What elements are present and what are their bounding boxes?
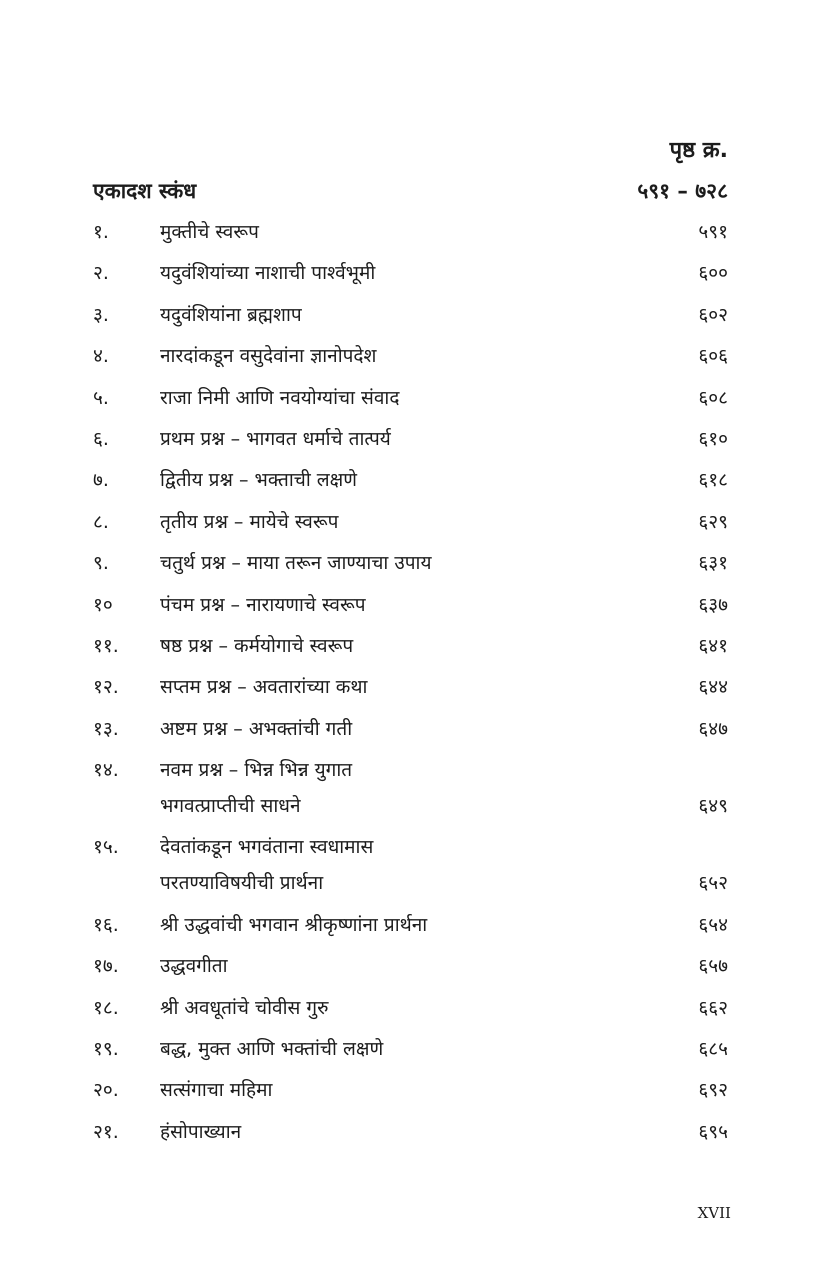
toc-entry-page-number: ६६२ [698, 996, 728, 1019]
toc-entry-page-number: ६२९ [698, 510, 728, 533]
toc-entry-title [160, 504, 638, 540]
toc-entry-number: १५. [93, 836, 119, 859]
toc-entry-number: ३. [93, 303, 109, 326]
toc-entry-title-line: यदुवंशियांच्या नाशाची पार्श्वभूमी [160, 262, 376, 285]
toc-entry[interactable] [93, 752, 728, 824]
section-title: एकादश स्कंध [93, 179, 197, 203]
toc-entry-title-line: प्रथम प्रश्न – भागवत धर्माचे तात्पर्य [160, 427, 391, 450]
toc-entry-title [160, 1031, 638, 1067]
toc-entry-title [160, 948, 638, 984]
toc-entry-title-line: षष्ठ प्रश्न – कर्मयोगाचे स्वरूप [160, 634, 354, 657]
toc-entry[interactable] [93, 1114, 728, 1150]
toc-entry-title-line: सप्तम प्रश्न – अवतारांच्या कथा [160, 676, 368, 699]
toc-entry[interactable] [93, 255, 728, 291]
toc-entry[interactable] [93, 297, 728, 333]
table-of-contents [93, 214, 728, 1155]
toc-entry[interactable] [93, 711, 728, 747]
toc-entry-page-number: ६९२ [698, 1079, 728, 1102]
toc-entry-page-number: ६५४ [698, 913, 728, 936]
section-page-range: ५९१ – ७२८ [637, 179, 728, 203]
toc-entry-title-line: राजा निमी आणि नवयोग्यांचा संवाद [160, 386, 400, 409]
toc-entry-number: २०. [93, 1079, 119, 1102]
toc-entry-title [160, 1114, 638, 1150]
toc-entry[interactable] [93, 214, 728, 250]
toc-entry-title [160, 380, 638, 416]
toc-entry-title [160, 297, 638, 333]
toc-entry-title [160, 587, 638, 623]
toc-entry-title-line: नारदांकडून वसुदेवांना ज्ञानोपदेश [160, 345, 377, 368]
toc-entry-title [160, 711, 638, 747]
toc-entry-page-number: ६०६ [698, 345, 728, 368]
toc-entry[interactable] [93, 1031, 728, 1067]
toc-entry-title-line: सत्संगाचा महिमा [160, 1079, 273, 1102]
toc-entry-title [160, 421, 638, 457]
toc-entry[interactable] [93, 990, 728, 1026]
toc-entry[interactable] [93, 669, 728, 705]
toc-entry-number: ११. [93, 634, 119, 657]
toc-entry-number: १४. [93, 759, 119, 782]
toc-entry-number: ५. [93, 386, 109, 409]
toc-entry-title-line: मुक्तीचे स्वरूप [160, 221, 259, 243]
toc-entry-number: ४. [93, 345, 109, 368]
toc-entry-page-number: ६३७ [698, 593, 728, 616]
toc-entry-page-number: ६४७ [698, 717, 728, 740]
toc-entry-page-number: ६१८ [698, 469, 728, 492]
section-heading-row [93, 174, 728, 208]
toc-entry[interactable] [93, 462, 728, 498]
toc-entry-number: १७. [93, 955, 119, 978]
toc-entry-title-line: नवम प्रश्न – भिन्न भिन्न युगात [160, 759, 353, 782]
toc-entry[interactable] [93, 628, 728, 664]
toc-entry-title-line: पंचम प्रश्न – नारायणाचे स्वरूप [160, 593, 366, 616]
toc-entry-number: १९. [93, 1038, 119, 1061]
toc-entry-title-line: यदुवंशियांना ब्रह्मशाप [160, 303, 302, 326]
toc-entry-title [160, 669, 638, 705]
toc-entry-number: १३. [93, 717, 119, 740]
toc-entry-page-number: ६०८ [698, 386, 728, 409]
toc-entry[interactable] [93, 504, 728, 540]
toc-entry-page-number: ६४९ [698, 795, 728, 818]
page-number-column-header: पृष्ठ क्र. [669, 138, 728, 163]
toc-entry-title-line: द्वितीय प्रश्न – भक्ताची लक्षणे [160, 469, 358, 492]
toc-entry-title [160, 990, 638, 1026]
toc-entry-title [160, 907, 638, 943]
toc-entry-title [160, 255, 638, 291]
toc-entry[interactable] [93, 380, 728, 416]
toc-entry-title-line: अष्टम प्रश्न – अभक्तांची गती [160, 717, 353, 740]
toc-entry[interactable] [93, 338, 728, 374]
toc-entry-title-line-2: परतण्याविषयीची प्रार्थना [160, 872, 324, 895]
toc-entry-number: १. [93, 221, 109, 243]
toc-entry-title-line: श्री उद्धवांची भगवान श्रीकृष्णांना प्रार्थना [160, 913, 428, 936]
toc-entry-number: १० [93, 593, 113, 616]
toc-entry-title [160, 829, 638, 901]
toc-entry-title-line: चतुर्थ प्रश्न – माया तरून जाण्याचा उपाय [160, 552, 432, 575]
toc-entry[interactable] [93, 545, 728, 581]
toc-entry[interactable] [93, 948, 728, 984]
toc-entry-number: १६. [93, 913, 119, 936]
toc-entry-title [160, 1072, 638, 1108]
toc-entry-title [160, 462, 638, 498]
toc-entry-title [160, 545, 638, 581]
toc-entry-title [160, 752, 638, 824]
toc-entry-page-number: ६३१ [698, 552, 728, 575]
toc-entry-page-number: ६९५ [698, 1120, 728, 1143]
toc-entry-title-line: हंसोपाख्यान [160, 1120, 242, 1143]
toc-entry-number: २१. [93, 1120, 119, 1143]
toc-entry-number: ८. [93, 510, 109, 533]
toc-entry[interactable] [93, 587, 728, 623]
toc-entry[interactable] [93, 1072, 728, 1108]
toc-entry-number: ६. [93, 427, 109, 450]
toc-entry-number: ७. [93, 469, 109, 492]
toc-entry-page-number: ६४४ [698, 676, 728, 699]
toc-entry-page-number: ६५२ [698, 872, 728, 895]
toc-entry-title-line: बद्ध, मुक्त आणि भक्तांची लक्षणे [160, 1038, 384, 1061]
toc-entry-page-number: ६०० [698, 262, 728, 285]
toc-entry-page-number: ५९१ [698, 221, 728, 243]
toc-entry-title [160, 338, 638, 374]
toc-entry-page-number: ६५७ [698, 955, 728, 978]
toc-entry-page-number: ६१० [698, 427, 728, 450]
toc-entry-title-line-2: भगवत्प्राप्तीची साधने [160, 795, 301, 818]
toc-entry-title-line: उद्धवगीता [160, 955, 228, 978]
toc-entry-title [160, 214, 638, 250]
toc-entry-title-line: देवतांकडून भगवंताना स्वधामास [160, 836, 374, 859]
toc-entry[interactable] [93, 907, 728, 943]
toc-entry-page-number: ६८५ [698, 1038, 728, 1061]
toc-entry[interactable] [93, 421, 728, 457]
toc-entry-title-line: श्री अवधूतांचे चोवीस गुरु [160, 996, 329, 1019]
toc-entry-title [160, 628, 638, 664]
toc-entry[interactable] [93, 829, 728, 901]
toc-entry-page-number: ६०२ [698, 303, 728, 326]
folio-page-number: XVII [697, 1204, 731, 1222]
toc-entry-number: २. [93, 262, 109, 285]
toc-entry-number: १२. [93, 676, 119, 699]
toc-entry-page-number: ६४१ [698, 634, 728, 657]
toc-entry-number: ९. [93, 552, 109, 575]
toc-entry-title-line: तृतीय प्रश्न – मायेचे स्वरूप [160, 510, 339, 533]
toc-entry-number: १८. [93, 996, 119, 1019]
